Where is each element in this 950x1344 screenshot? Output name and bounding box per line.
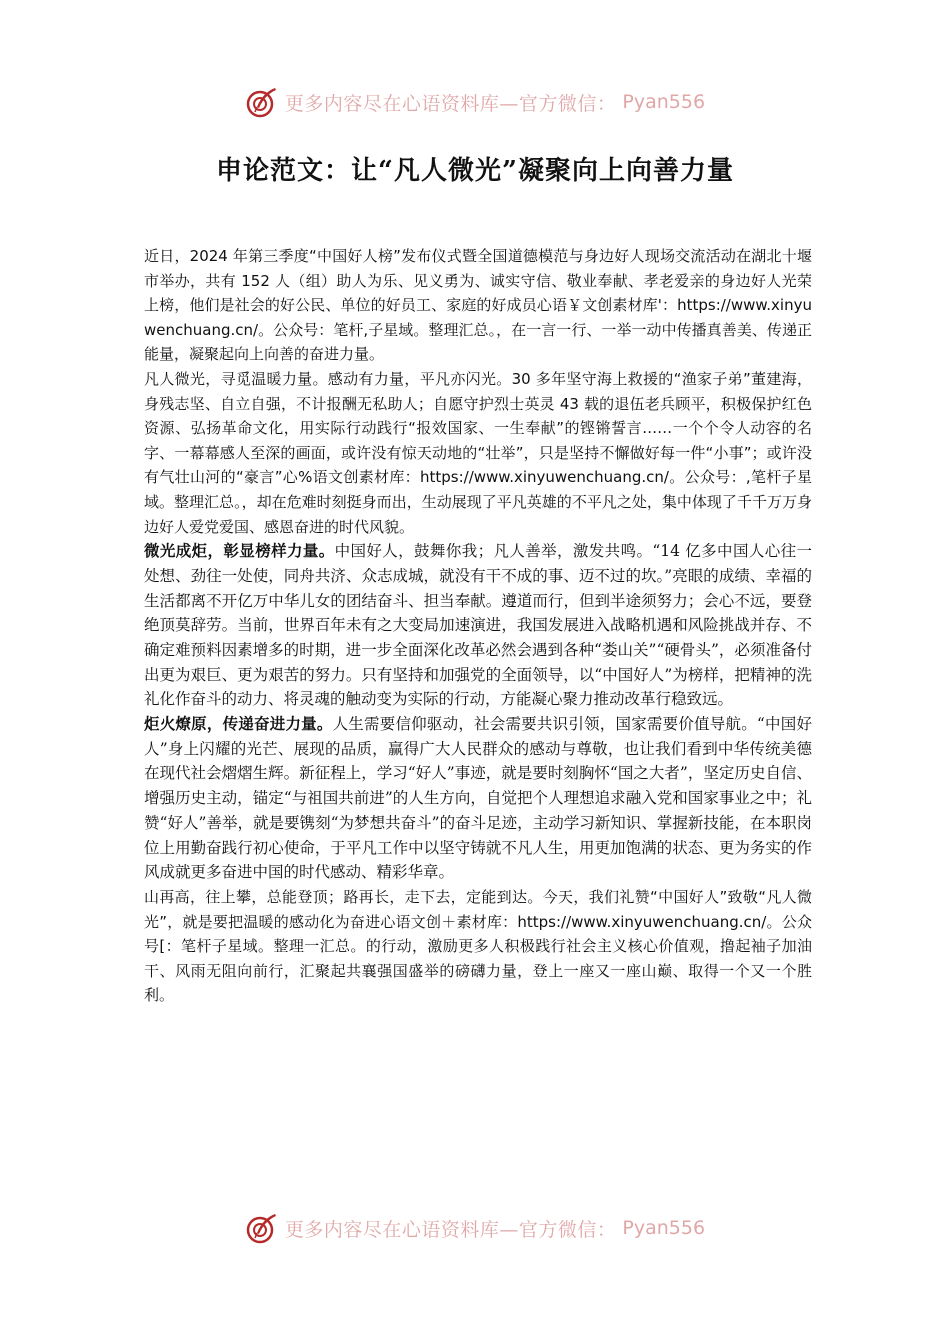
page-title: 申论范文：让“凡人微光”凝聚向上向善力量 <box>216 156 734 186</box>
banner-wechat-id: Pyan556 <box>622 91 706 113</box>
quill-logo-icon <box>245 1211 279 1245</box>
paragraph-role-model <box>144 539 812 712</box>
banner-text: 更多内容尽在心语资料库—官方微信： <box>284 1218 617 1241</box>
banner-text: 更多内容尽在心语资料库—官方微信： <box>284 92 617 115</box>
paragraph-lead: 微光成炬，彰显榜样力量。 <box>144 542 335 561</box>
article-body <box>144 244 812 1008</box>
paragraph-text: 山再高，往上攀，总能登顶；路再长，走下去，定能到达。今天，我们礼赞“中国好人”致敬“凡人微光”，就是要把温暖的感动化为奋进心语文创＋素材库：https://www.xinyuwenchuang.cn/。公众号[：笔杆子星域。整理一汇总。的行动，激励更多人积极践行社会主义核心价值观，撸起袖子加油干、风雨无阻向前行，汇聚起共襄强国盛举的磅礴力量，登上一座又一座山巅、取得一个又一个胜利。 <box>144 887 812 1005</box>
paragraph-text: 凡人微光，寻觅温暖力量。感动有力量，平凡亦闪光。30 多年坚守海上救援的“渔家子弟”董建海，身残志坚、自立自强，不计报酬无私助人；自愿守护烈士英灵 43 载的退伍老兵顾平，积极保护红色资源、弘扬革命文化，用实际行动践行“报效国家、一生奉献”的铿锵誓言……一个个令人动容的名字、一幕幕感人至深的画面，或许没有惊天动地的“壮举”，只是坚持不懈做好每一件“小事”；或许没有气壮山河的“豪言”心%语文创素材库：https://www.xinyuwenchuang.cn/。公众号：,笔杆子星域。整理汇总。，却在危难时刻挺身而出，生动展现了平凡英雄的不平凡之处，集中体现了千千万万身边好人爱党爱国、感恩奋进的时代风貌。 <box>144 369 812 536</box>
paragraph-spread-force <box>144 712 812 885</box>
paragraph-text: 人生需要信仰驱动，社会需要共识引领，国家需要价值导航。“中国好人”身上闪耀的光芒、展现的品质，赢得广大人民群众的感动与尊敬，也让我们看到中华传统美德在现代社会熠熠生辉。新征程上，学习“好人”事迹，就是要时刻胸怀“国之大者”，坚定历史自信、增强历史主动，锚定“与祖国共前进”的人生方向，自觉把个人理想追求融入党和国家事业之中；礼赞“好人”善举，就是要镌刻“为梦想共奋斗”的奋斗足迹，主动学习新知识、掌握新技能，在本职岗位上用勤奋践行初心使命，于平凡工作中以坚守铸就不凡人生，用更加饱满的状态、更为务实的作风成就更多奋进中国的时代感动、精彩华章。 <box>144 715 812 882</box>
paragraph-text: 近日，2024 年第三季度“中国好人榜”发布仪式暨全国道德模范与身边好人现场交流活动在湖北十堰市举办，共有 152 人（组）助人为乐、见义勇为、诚实守信、敬业奉献、孝老爱亲的身边好人光荣上榜，他们是社会的好公民、单位的好员工、家庭的好成员心语￥文创素材库'：https://www.xinyuwenchuang.cn/。公众号：笔杆,子星域。整理汇总。，在一言一行、一举一动中传播真善美、传递正能量，凝聚起向上向善的奋进力量。 <box>144 247 812 364</box>
paragraph-lead: 炬火燎原，传递奋进力量。 <box>144 715 333 734</box>
paragraph-conclusion <box>144 885 812 1008</box>
header-banner <box>0 82 950 122</box>
paragraph-text: 中国好人，鼓舞你我；凡人善举，激发共鸣。“14 亿多中国人心往一处想、劲往一处使，同舟共济、众志成城，就没有干不成的事、迈不过的坎。”亮眼的成绩、幸福的生活都离不开亿万中华儿女的团结奋斗、担当奉献。遵道而行，但到半途须努力；会心不远，要登绝顶莫辞劳。当前，世界百年未有之大变局加速演进，我国发展进入战略机遇和风险挑战并存、不确定难预料因素增多的时期，进一步全面深化改革必然会遇到各种“娄山关”“硬骨头”，必须准备付出更为艰巨、更为艰苦的努力。只有坚持和加强党的全面领导，以“中国好人”为榜样，把精神的洗礼化作奋斗的动力、将灵魂的触动变为实际的行动，方能凝心聚力推动改革行稳致远。 <box>144 542 812 709</box>
paragraph-ordinary-light <box>144 367 812 539</box>
footer-banner <box>0 1208 950 1248</box>
quill-logo-icon <box>245 85 279 119</box>
banner-wechat-id: Pyan556 <box>622 1217 706 1239</box>
paragraph-intro <box>144 244 812 367</box>
